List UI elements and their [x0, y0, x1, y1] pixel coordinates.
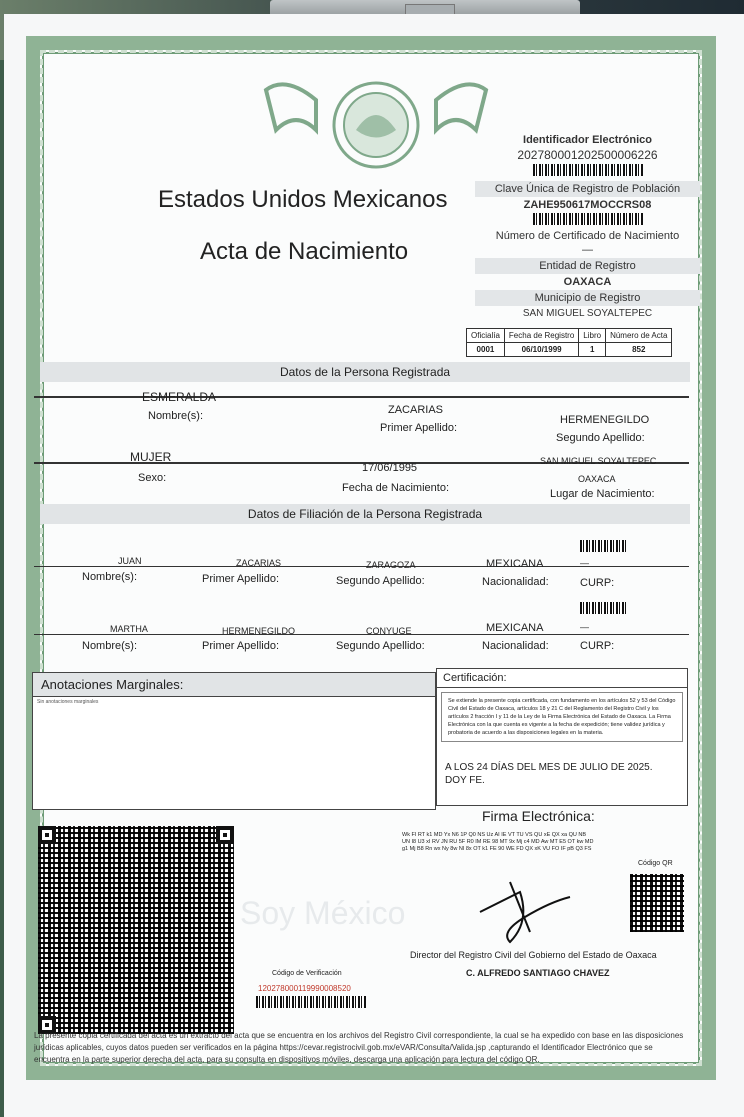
father-curp-barcode [580, 540, 626, 552]
birth-cert-label: Número de Certificado de Nacimiento [495, 230, 680, 242]
registry-value-libro: 1 [579, 343, 606, 357]
person-nombre: ESMERALDA [142, 390, 217, 404]
curp-label: Clave Única de Registro de Población [475, 181, 700, 197]
entity-label: Entidad de Registro [475, 258, 700, 274]
municipio-label: Municipio de Registro [475, 290, 700, 306]
registry-value-fecha: 06/10/1999 [504, 343, 578, 357]
person-sexo-label: Sexo: [138, 472, 167, 484]
registry-value-oficialia: 0001 [467, 343, 505, 357]
verificacion-label: Código de Verificación [272, 970, 342, 977]
firma-hash-line: UN I8 U3 xI RV JN RU 5F R0 IM RE 98 MT 9x Mj c4 MD Aw MT E5 OT kw MD [402, 839, 594, 845]
mother-nacionalidad-label: Nacionalidad: [482, 640, 549, 652]
person-fecha-nacimiento: 17/06/1995 [362, 462, 418, 474]
birth-cert-value: — [582, 244, 593, 256]
person-lugar-estado: OAXACA [578, 474, 616, 484]
certificacion-title: Certificación: [437, 669, 687, 688]
registry-header-libro: Libro [579, 329, 606, 343]
firma-hash-line: Wk FI RT k1 MD Yx N6 1P Q0 NS Uz AI IE VT TU VS QU xE QX xa QU NB [402, 832, 586, 838]
father-nacionalidad-label: Nacionalidad: [482, 576, 549, 588]
footer-note: La presente copia certificada del acta es un extracto del acta que se encuentra en los archivos del Registro Civil correspondiente, la cual se ha expedido con base en las disposiciones jurídicas aplicables, cuyos datos pueden ser verificados en la página https://cevar.registrocivil.gob.mx/eVAR/Consulta/Valida.jsp ,capturando el Identificador Electrónico que se encuentra en la parte superior derecha del acta, para su consulta en dispositivos móviles, descarga una aplicación para lectura del código QR. [34, 1031, 684, 1064]
municipio-value: SAN MIGUEL SOYALTEPEC [522, 308, 653, 319]
mother-segundo-apellido-label: Segundo Apellido: [336, 640, 425, 652]
firma-title: Firma Electrónica: [482, 808, 595, 824]
registry-value-acta: 852 [606, 343, 672, 357]
electronic-id-label: Identificador Electrónico [523, 134, 652, 146]
firma-hash-line: g1 Mj B8 Rn wx Ny 8w NI 8x OT k1 FE 90 WE FD QX xK VU FO IF pB Q3 FS [402, 846, 592, 852]
person-fecha-nacimiento-label: Fecha de Nacimiento: [342, 482, 449, 494]
registry-header-acta: Número de Acta [606, 329, 672, 343]
curp-barcode [533, 213, 643, 225]
father-nacionalidad: MEXICANA [486, 558, 544, 570]
person-segundo-apellido: HERMENEGILDO [560, 414, 650, 426]
verificacion-barcode [256, 996, 366, 1008]
signature-icon [470, 872, 580, 952]
verificacion-code: 120278000119990008520 [258, 984, 351, 993]
certificacion-text: Se extiende la presente copia certificada, con fundamento en los artículos 52 y 53 del Código Civil del Estado de Oaxaca, artículos 18 y 21 C del Reglamento del Registro Civil y los artículos 2 fracción I y 11 de la Ley de la Firma Electrónica del Estado de Oaxaca. La Firma Electrónica con la que cuenta es vigente a la fecha de expedición; tiene validez jurídica y probatoria de acuerdo a las disposiciones legales en la materia. [441, 692, 683, 742]
mother-curp: — [580, 622, 589, 632]
father-segundo-apellido: ZARAGOZA [366, 560, 416, 570]
firma-hash [402, 832, 682, 853]
certificacion-box [436, 668, 688, 806]
mother-nacionalidad: MEXICANA [486, 622, 544, 634]
person-primer-apellido-label: Primer Apellido: [380, 422, 458, 434]
father-curp: — [580, 558, 589, 568]
divider [34, 396, 689, 398]
electronic-id-barcode [533, 164, 643, 176]
qr-finder [38, 826, 56, 844]
person-nombre-label: Nombre(s): [148, 410, 204, 422]
qr-finder [216, 826, 234, 844]
national-seal-icon [256, 70, 496, 190]
watermark-text: Soy México [240, 895, 406, 931]
person-section-title: Datos de la Persona Registrada [40, 362, 690, 382]
father-primer-apellido: ZACARIAS [236, 558, 282, 568]
person-segundo-apellido-label: Segundo Apellido: [556, 432, 645, 444]
divider [34, 634, 689, 635]
mother-curp-barcode [580, 602, 626, 614]
director-name: C. ALFREDO SANTIAGO CHAVEZ [466, 968, 610, 978]
person-lugar-municipio: SAN MIGUEL SOYALTEPEC [540, 456, 657, 466]
father-curp-label: CURP: [580, 577, 615, 589]
father-segundo-apellido-label: Segundo Apellido: [336, 575, 425, 587]
certificacion-doy-fe: DOY FE. [445, 775, 485, 786]
certificacion-date-line: A LOS 24 DÍAS DEL MES DE JULIO DE 2025. [445, 762, 653, 773]
mother-curp-label: CURP: [580, 640, 615, 652]
mother-nombre: MARTHA [110, 624, 148, 634]
director-title: Director del Registro Civil del Gobierno del Estado de Oaxaca [410, 950, 657, 960]
registry-header-oficialia: Oficialía [467, 329, 505, 343]
main-qr-code [38, 826, 234, 1034]
registry-table [466, 328, 672, 357]
father-nombre-label: Nombre(s): [82, 571, 138, 583]
father-nombre: JUAN [118, 556, 142, 566]
anotaciones-box [32, 672, 436, 810]
father-primer-apellido-label: Primer Apellido: [202, 573, 280, 585]
filiacion-section-title: Datos de Filiación de la Persona Registrada [40, 504, 690, 524]
qr-label: Código QR [638, 860, 673, 867]
person-primer-apellido: ZACARIAS [388, 404, 444, 416]
anotaciones-title: Anotaciones Marginales: [33, 673, 435, 697]
registry-header-fecha: Fecha de Registro [504, 329, 578, 343]
anotaciones-content: Sin anotaciones marginales [37, 699, 99, 705]
person-lugar-label: Lugar de Nacimiento: [550, 488, 655, 500]
entity-value: OAXACA [563, 276, 612, 288]
mother-segundo-apellido: CONYUGE [366, 626, 412, 636]
mother-primer-apellido: HERMENEGILDO [222, 626, 296, 636]
curp-value: ZAHE950617MOCCRS08 [523, 199, 652, 211]
mother-primer-apellido-label: Primer Apellido: [202, 640, 280, 652]
divider [34, 566, 689, 567]
person-sexo: MUJER [130, 450, 172, 464]
electronic-id-value: 202780001202500006226 [517, 148, 658, 162]
identifier-panel [475, 132, 700, 321]
country-title: Estados Unidos Mexicanos [158, 186, 448, 213]
document-title: Acta de Nacimiento [200, 238, 409, 265]
mother-nombre-label: Nombre(s): [82, 640, 138, 652]
small-qr-code [630, 874, 684, 932]
